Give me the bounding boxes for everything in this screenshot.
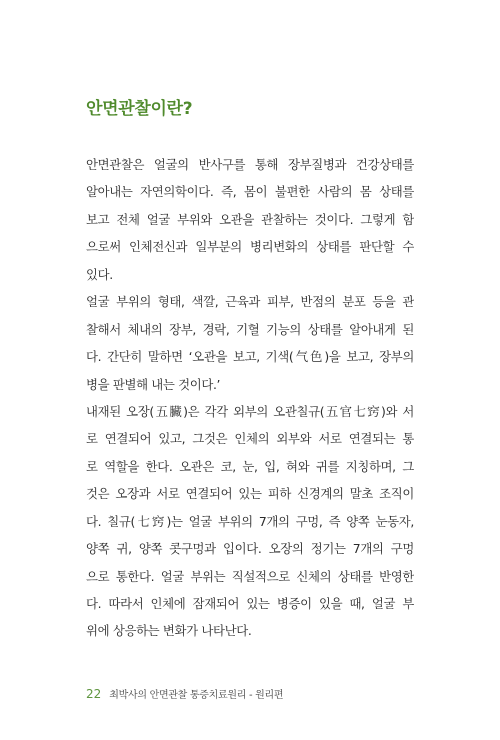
- section-heading: 안면관찰이란?: [86, 99, 193, 119]
- text-line: 안면관찰은 얼굴의 반사구를 통해 장부질병과 건강상태를: [86, 157, 414, 172]
- text-line: 다. 칠규(七窍)는 얼굴 부위의 7개의 구멍, 즉 양쪽 눈동자,: [86, 513, 414, 529]
- text-line: 로 연결되어 있고, 그것은 인체의 외부와 서로 연결되는 통: [86, 431, 414, 447]
- text-line: 보고 전체 얼굴 부위와 오관을 관찰하는 것이다. 그렇게 함: [86, 211, 414, 227]
- running-title: 최박사의 안면관찰 통증치료원리 - 원리편: [109, 690, 284, 701]
- text-line: 얼굴 부위의 형태, 색깔, 근육과 피부, 반점의 분포 등을 관: [86, 294, 414, 310]
- text-line: 으로 통한다. 얼굴 부위는 직설적으로 신체의 상태를 반영한: [86, 568, 414, 584]
- text-line: 로 역할을 한다. 오관은 코, 눈, 입, 혀와 귀를 지칭하며, 그: [86, 458, 414, 474]
- page-footer: [86, 686, 283, 701]
- text-line: 위에 상응하는 변화가 나타난다.: [86, 623, 252, 639]
- text-line: 찰해서 체내의 장부, 경락, 기혈 기능의 상태를 알아내게 된: [86, 321, 414, 337]
- text-line: 알아내는 자연의학이다. 즉, 몸이 불편한 사람의 몸 상태를: [86, 184, 414, 200]
- text-line: 것은 오장과 서로 연결되어 있는 피하 신경계의 말초 조직이: [86, 486, 414, 502]
- text-line: 다. 간단히 말하면 ‘오관을 보고, 기색(气色)을 보고, 장부의: [86, 349, 414, 365]
- text-line: 내재된 오장(五臟)은 각각 외부의 오관칠규(五官七窍)와 서: [86, 403, 414, 419]
- text-line: 있다.: [86, 266, 113, 282]
- page-number: 22: [86, 687, 102, 701]
- text-line: 다. 따라서 인체에 잠재되어 있는 병증이 있을 때, 얼굴 부: [86, 596, 414, 611]
- body-text: [86, 151, 414, 645]
- text-line: 으로써 인체전신과 일부분의 병리변화의 상태를 판단할 수: [86, 239, 414, 255]
- text-line: 병을 판별해 내는 것이다.’: [86, 376, 221, 392]
- text-line: 양쪽 귀, 양쪽 콧구멍과 입이다. 오장의 정기는 7개의 구멍: [86, 541, 414, 557]
